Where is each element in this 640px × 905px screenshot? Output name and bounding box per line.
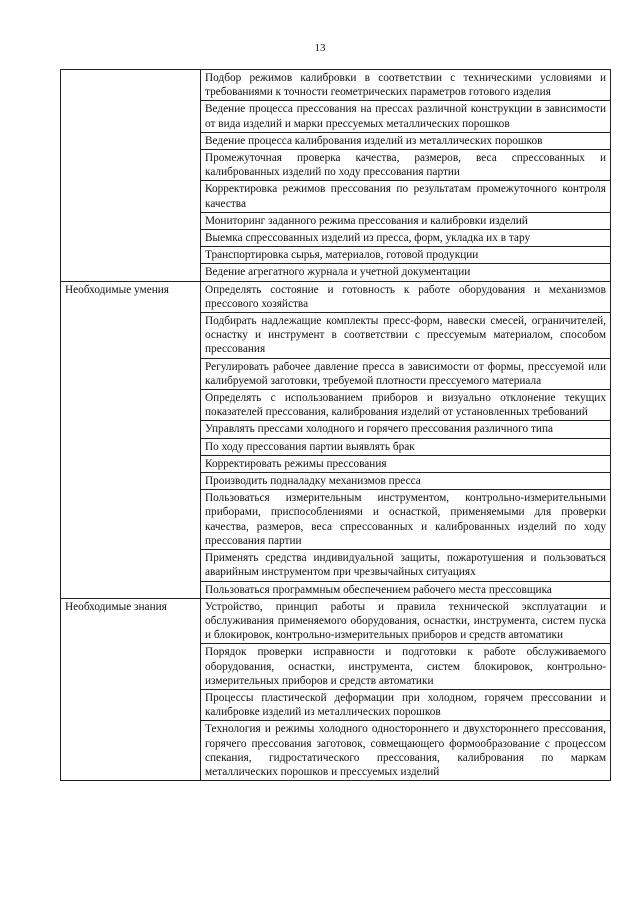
page-number: 13 bbox=[314, 42, 326, 54]
requirement-item: Корректировать режимы прессования bbox=[201, 455, 611, 472]
section-required-skills-label: Необходимые умения bbox=[61, 281, 201, 598]
requirement-item: Устройство, принцип работы и правила технической эксплуатации и обслуживания применяемого оборудования, оснастки, инструмента, систем пуска и блокировок, контрольно-измерительных приборов и средств автоматики bbox=[201, 598, 611, 644]
requirement-item: Порядок проверки исправности и подготовки к работе обслуживаемого оборудования, оснастки, инструмента, систем блокировок, контрольно-измерительных приборов и средств автоматики bbox=[201, 644, 611, 690]
requirement-item: Пользоваться программным обеспечением рабочего места прессовщика bbox=[201, 581, 611, 598]
requirement-item: Определять с использованием приборов и визуально отклонение текущих показателей прессования, калибрования изделий от установленных требований bbox=[201, 390, 611, 421]
table-row bbox=[61, 281, 611, 312]
requirement-item: Применять средства индивидуальной защиты, пожаротушения и пользоваться аварийным инструментом при чрезвычайных ситуациях bbox=[201, 550, 611, 581]
requirement-item: Определять состояние и готовность к работе оборудования и механизмов прессового хозяйства bbox=[201, 281, 611, 312]
requirement-item: Производить подналадку механизмов пресса bbox=[201, 473, 611, 490]
requirement-item: Мониторинг заданного режима прессования и калибровки изделий bbox=[201, 212, 611, 229]
requirement-item: Промежуточная проверка качества, размеров, веса спрессованных и калиброванных изделий по ходу прессования партии bbox=[201, 150, 611, 181]
requirement-item: Ведение процесса калибрования изделий из металлических порошков bbox=[201, 132, 611, 149]
section-continued-label bbox=[61, 70, 201, 282]
requirement-item: Корректировка режимов прессования по результатам промежуточного контроля качества bbox=[201, 181, 611, 212]
table-row bbox=[61, 70, 611, 101]
requirement-item: Управлять прессами холодного и горячего прессования различного типа bbox=[201, 421, 611, 438]
requirement-item: Ведение агрегатного журнала и учетной документации bbox=[201, 264, 611, 281]
requirement-item: Подбор режимов калибровки в соответствии с техническими условиями и требованиями к точности геометрических параметров готового изделия bbox=[201, 70, 611, 101]
table-row bbox=[61, 598, 611, 644]
requirement-item: Технология и режимы холодного одностороннего и двухстороннего прессования, горячего прессования заготовок, совмещающего формообразование с процессом спекания, гидростатического прессования, калибрования по маркам металлических порошков и прессуемых изделий bbox=[201, 721, 611, 781]
requirements-table bbox=[60, 69, 611, 781]
requirement-item: Ведение процесса прессования на прессах различной конструкции в зависимости от вида изделий и марки прессуемых металлических порошков bbox=[201, 101, 611, 132]
section-required-knowledge-label: Необходимые знания bbox=[61, 598, 201, 780]
requirement-item: Регулировать рабочее давление пресса в зависимости от формы, прессуемой или калибруемой заготовки, требуемой плотности прессуемого материала bbox=[201, 358, 611, 389]
requirement-item: Подбирать надлежащие комплекты пресс-форм, навески смесей, ограничителей, оснастку и инструмент в соответствии с прессуемым материалом, способом прессования bbox=[201, 313, 611, 359]
requirements-table-body bbox=[61, 70, 611, 781]
requirement-item: Выемка спрессованных изделий из пресса, форм, укладка их в тару bbox=[201, 230, 611, 247]
requirement-item: По ходу прессования партии выявлять брак bbox=[201, 438, 611, 455]
requirement-item: Пользоваться измерительным инструментом, контрольно-измерительными приборами, приспособлениями и оснасткой, применяемыми для проверки качества, размеров, веса спрессованных и калиброванных изделий по ходу прессования партии bbox=[201, 490, 611, 550]
requirement-item: Процессы пластической деформации при холодном, горячем прессовании и калибровке изделий из металлических порошков bbox=[201, 689, 611, 720]
requirement-item: Транспортировка сырья, материалов, готовой продукции bbox=[201, 247, 611, 264]
